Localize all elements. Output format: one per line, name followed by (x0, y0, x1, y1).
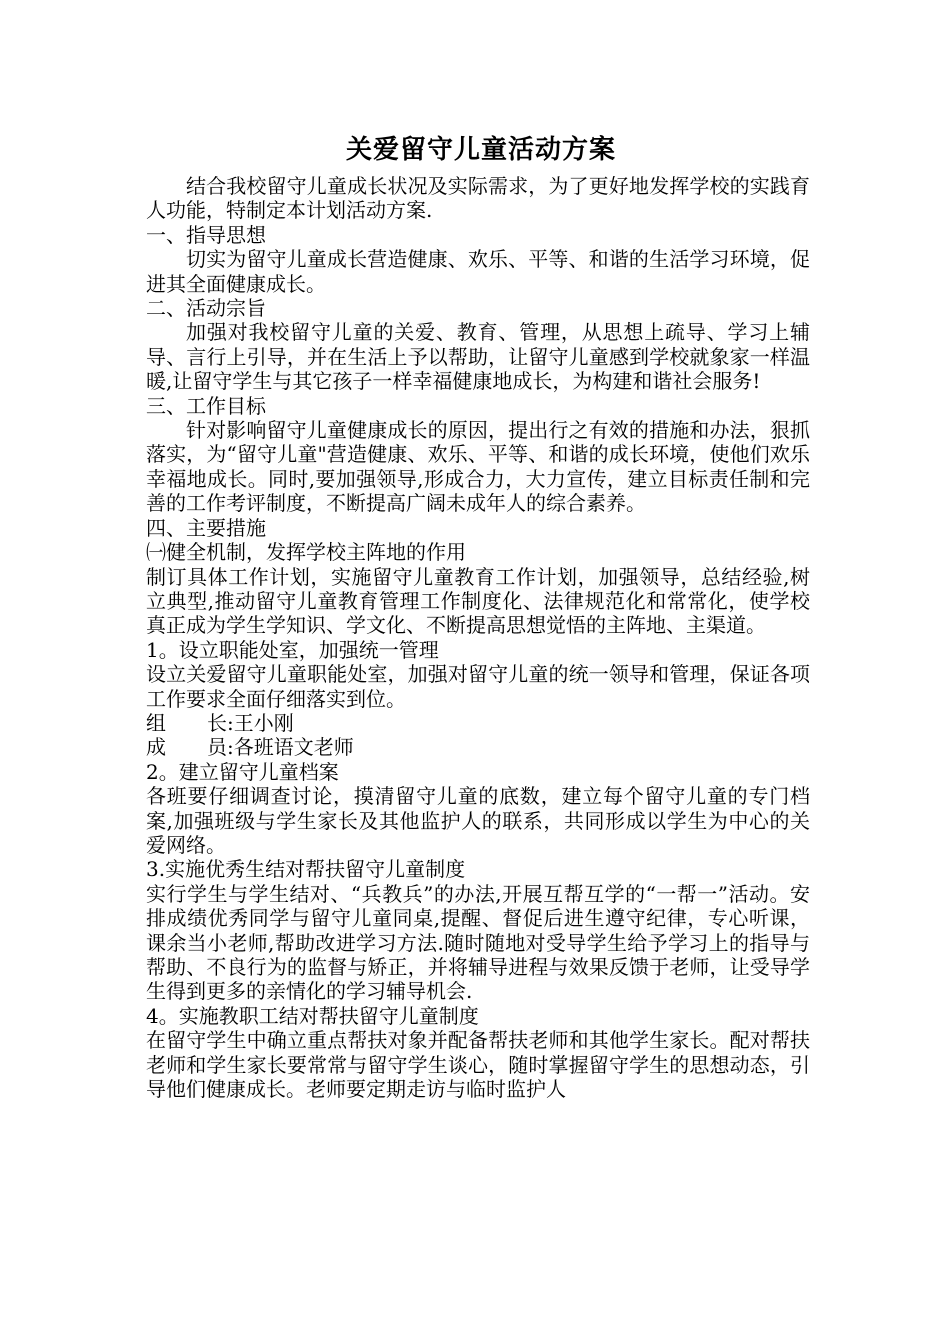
member-label-b: 员:各班语文老师 (207, 735, 354, 760)
member-row (146, 735, 810, 759)
leader-row (146, 711, 810, 735)
section-heading-main-measures: 四、主要措施 (146, 515, 266, 540)
intro-paragraph: 结合我校留守儿童成长状况及实际需求，为了更好地发挥学校的实践育人功能，特制定本计划活动方案. (146, 174, 810, 223)
item-heading-staff-pairing: 4。实施教职工结对帮扶留守儿童制度 (146, 1003, 479, 1028)
subsection-body-mechanism: 制订具体工作计划，实施留守儿童教育工作计划，加强领导，总结经验,树立典型,推动留守儿童教育管理工作制度化、法律规范化和常常化，使学校真正成为学生学知识、学文化、不断提高思想觉悟的主阵地、主渠道。 (146, 564, 810, 638)
section-heading-activity-purpose: 二、活动宗旨 (146, 296, 266, 321)
item-body-archive: 各班要仔细调查讨论，摸清留守儿童的底数，建立每个留守儿童的专门档案,加强班级与学生家长及其他监护人的联系，共同形成以学生为中心的关爱网络。 (146, 784, 810, 857)
member-label-a: 成 (146, 735, 166, 760)
section-heading-guiding-ideology: 一、指导思想 (146, 222, 266, 247)
item-body-office: 设立关爱留守儿童职能处室，加强对留守儿童的统一领导和管理，保证各项工作要求全面仔细落实到位。 (146, 662, 810, 711)
document-page (146, 132, 810, 1101)
item-body-staff-pairing: 在留守学生中确立重点帮扶对象并配备帮扶老师和其他学生家长。配对帮扶老师和学生家长要常常与留守学生谈心，随时掌握留守学生的思想动态，引导他们健康成长。老师要定期走访与临时监护人 (146, 1028, 810, 1102)
item-heading-student-pairing: 3.实施优秀生结对帮扶留守儿童制度 (146, 857, 466, 882)
section-heading-work-goals: 三、工作目标 (146, 393, 266, 418)
subsection-heading-mechanism: ㈠健全机制，发挥学校主阵地的作用 (146, 540, 466, 565)
section-body-activity-purpose: 加强对我校留守儿童的关爱、教育、管理，从思想上疏导、学习上辅导、言行上引导，并在生活上予以帮助，让留守儿童感到学校就象家一样温暖,让留守学生与其它孩子一样幸福健康地成长，为构建和谐社会服务! (146, 320, 810, 394)
leader-label-a: 组 (146, 710, 166, 735)
item-heading-office: 1。设立职能处室，加强统一管理 (146, 637, 439, 662)
item-heading-archive: 2。建立留守儿童档案 (146, 759, 339, 784)
leader-label-b: 长:王小刚 (207, 710, 294, 735)
document-title: 关爱留守儿童活动方案 (345, 135, 616, 165)
section-body-guiding-ideology: 切实为留守儿童成长营造健康、欢乐、平等、和谐的生活学习环境，促进其全面健康成长。 (146, 247, 810, 296)
section-body-work-goals: 针对影响留守儿童健康成长的原因，提出行之有效的措施和办法，狠抓落实，为“留守儿童"营造健康、欢乐、平等、和谐的成长环境，使他们欢乐幸福地成长。同时,要加强领导,形成合力，大力宣传，建立目标责任制和完善的工作考评制度，不断提高广阔未成年人的综合素养。 (146, 418, 810, 516)
item-body-student-pairing: 实行学生与学生结对、“兵教兵”的办法,开展互帮互学的“一帮一”活动。安排成绩优秀同学与留守儿童同桌,提醒、督促后进生遵守纪律，专心听课，课余当小老师,帮助改进学习方法.随时随地对受导学生给予学习上的指导与帮助、不良行为的监督与矫正，并将辅导进程与效果反馈于老师，让受导学生得到更多的亲情化的学习辅导机会. (146, 881, 810, 1004)
